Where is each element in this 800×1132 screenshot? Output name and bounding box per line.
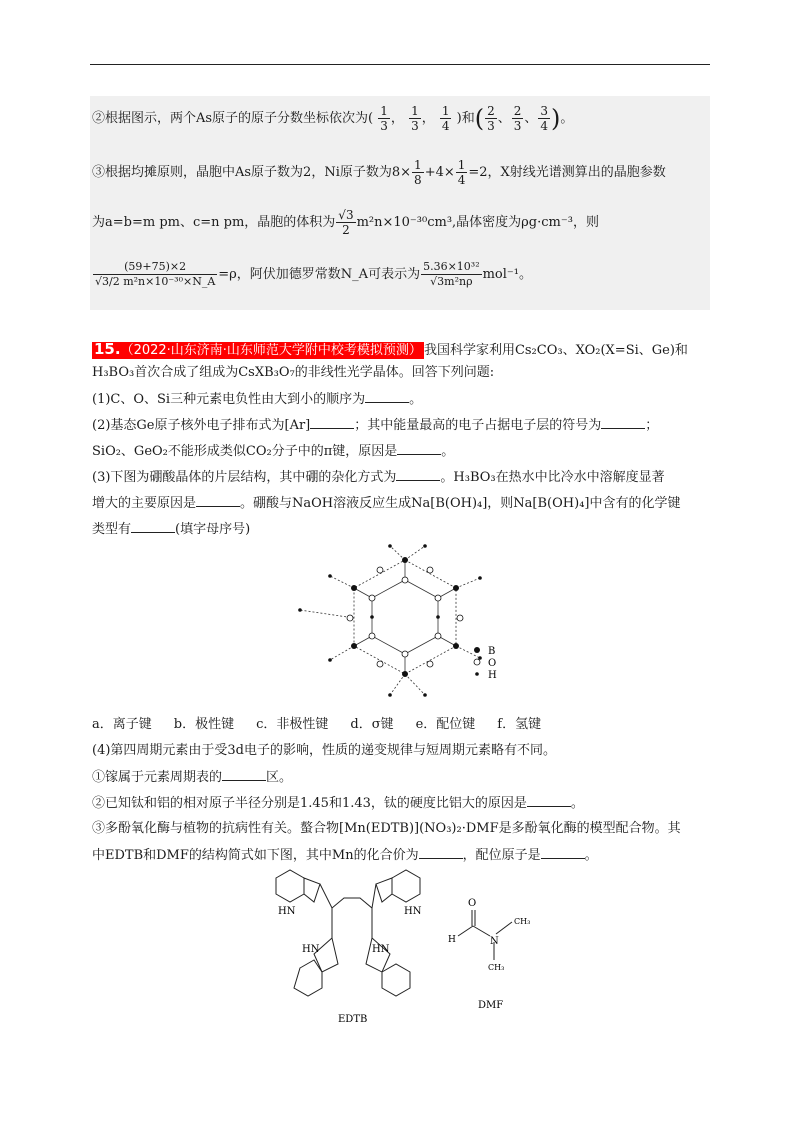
question-part-2b: SiO₂、GeO₂不能形成类似CO₂分子中的π键，原因是 。 xyxy=(92,444,455,459)
question-part-4-3a: ③多酚氧化酶与植物的抗病性有关。螯合物[Mn(EDTB)](NO₃)₂·DMF是多酚氧化酶的模型配合物。其 xyxy=(92,821,681,836)
dmf-n-label: N xyxy=(490,936,499,947)
edtb-nh-label-3: HN xyxy=(302,944,320,955)
fraction: $\frac{1}{3}$ xyxy=(411,104,419,133)
fraction: $\frac{2}{3}$ xyxy=(487,104,495,133)
answer-line-4: $\frac{(59+75)\times 2}{\text{√3/2 m²n×10⁻³⁰×N\_A}}$ =ρ，阿伏加德罗常数N_A可表示为 $\frac{\text{5.36×10³²}}{\text{√3m²nρ}}$ mol⁻¹。 xyxy=(95,260,532,288)
question-part-3c: 类型有 (填字母序号) xyxy=(92,522,251,537)
legend xyxy=(474,646,497,681)
answer-blank xyxy=(396,468,440,481)
answer-blank xyxy=(131,520,175,533)
answer-line-2: ③根据均摊原则，晶胞中As原子数为2，Ni原子数为8× $\frac{1}{8}$ +4× $\frac{1}{4}$ =2，X射线光谱测算出的晶胞参数 xyxy=(92,158,666,187)
fraction: $\frac{√3}{2}$ xyxy=(338,208,354,237)
dmf-structure xyxy=(440,880,550,1020)
edtb-label: EDTB xyxy=(338,1014,368,1025)
answer-blank xyxy=(541,846,585,859)
fraction: $\frac{3}{4}$ xyxy=(540,104,549,133)
question-stem-2: H₃BO₃首次合成了组成为CsXB₃O₇的非线性光学晶体。回答下列问题: xyxy=(92,365,495,380)
question-source-tag: 15.（2022·山东济南·山东师范大学附中校考模拟预测） xyxy=(94,340,422,358)
edtb-structure xyxy=(262,868,442,1028)
dmf-o-label: O xyxy=(468,898,477,909)
question-part-4-2: ②已知钛和铝的相对原子半径分别是1.45和1.43，钛的硬度比铝大的原因是 。 xyxy=(92,796,584,811)
answer-blank xyxy=(310,416,354,429)
header-rule xyxy=(90,64,710,65)
answer-blank xyxy=(222,768,266,781)
question-stem-1: 15.（2022·山东济南·山东师范大学附中校考模拟预测） 我国科学家利用Cs₂CO₃、XO₂(X=Si、Ge)和 xyxy=(94,340,688,358)
fraction: $\frac{1}{4}$ xyxy=(457,158,466,187)
dmf-label: DMF xyxy=(478,1000,504,1011)
answer-blank xyxy=(419,846,463,859)
answer-blank xyxy=(397,442,441,455)
fraction: $\frac{1}{8}$ xyxy=(414,158,422,187)
question-part-1: (1)C、O、Si三种元素电负性由大到小的顺序为 。 xyxy=(92,392,423,407)
edtb-nh-label-4: HN xyxy=(372,944,390,955)
boric-acid-structure-figure xyxy=(290,540,520,715)
option-a: a．离子键 xyxy=(92,717,152,732)
answer-line-1: ②根据图示，两个As原子的原子分数坐标依次为( $\frac{1}{3}$ ， $\frac{1}{3}$ ， $\frac{1}{4}$ )和( $\frac{2}{3}$ 、 $\frac{2}{3}$ 、 $\frac{3}{4}$ )。 xyxy=(92,104,574,133)
answer-blank xyxy=(196,494,240,507)
fraction: $\frac{\text{5.36×10³²}}{\text{√3m²nρ}}$ xyxy=(423,260,480,288)
question-part-4-3b: 中EDTB和DMF的结构简式如下图，其中Mn的化合价为 ，配位原子是 。 xyxy=(92,848,598,863)
fraction: $\frac{1}{4}$ xyxy=(441,104,450,133)
answer-line-3: 为a=b=m pm、c=n pm，晶胞的体积为 $\frac{√3}{2}$ m²n×10⁻³⁰cm³,晶体密度为ρg·cm⁻³，则 xyxy=(92,208,599,237)
option-c: c．非极性键 xyxy=(256,717,329,732)
option-f: f．氢键 xyxy=(497,717,542,732)
answer-blank xyxy=(601,416,645,429)
edtb-nh-label: HN xyxy=(278,906,296,917)
fraction: $\frac{2}{3}$ xyxy=(513,104,522,133)
option-b: b．极性键 xyxy=(173,717,235,732)
legend-h: H xyxy=(488,670,497,681)
question-part-4-1: ①镓属于元素周期表的 区。 xyxy=(92,770,293,785)
question-part-3a: (3)下图为硼酸晶体的片层结构，其中硼的杂化方式为 。H₃BO₃在热水中比冷水中溶解度显著 xyxy=(92,470,665,485)
answer-blank xyxy=(365,390,409,403)
legend-o: O xyxy=(488,658,497,669)
question-part-4: (4)第四周期元素由于受3d电子的影响，性质的递变规律与短周期元素略有不同。 xyxy=(92,743,557,758)
dmf-ch3-label: CH₃ xyxy=(514,917,531,926)
question-part-3b: 增大的主要原因是 。硼酸与NaOH溶液反应生成Na[B(OH)₄]，则Na[B(OH)₄]中含有的化学键 xyxy=(92,496,681,511)
fraction: $\frac{1}{3}$ xyxy=(380,104,388,133)
answer-blank xyxy=(527,794,571,807)
options-row xyxy=(92,716,563,734)
question-part-2: (2)基态Ge原子核外电子排布式为[Ar] ；其中能量最高的电子占据电子层的符号为 ； xyxy=(92,418,659,433)
legend-b: B xyxy=(488,646,496,657)
dmf-h-label: H xyxy=(448,935,456,945)
dmf-ch3-label-2: CH₃ xyxy=(488,963,505,972)
fraction: $\frac{(59+75)\times 2}{\text{√3/2 m²n×10⁻³⁰×N\_A}}$ xyxy=(95,260,216,288)
option-d: d．σ键 xyxy=(350,717,394,732)
option-e: e．配位键 xyxy=(415,717,476,732)
edtb-nh-label-2: HN xyxy=(404,906,422,917)
